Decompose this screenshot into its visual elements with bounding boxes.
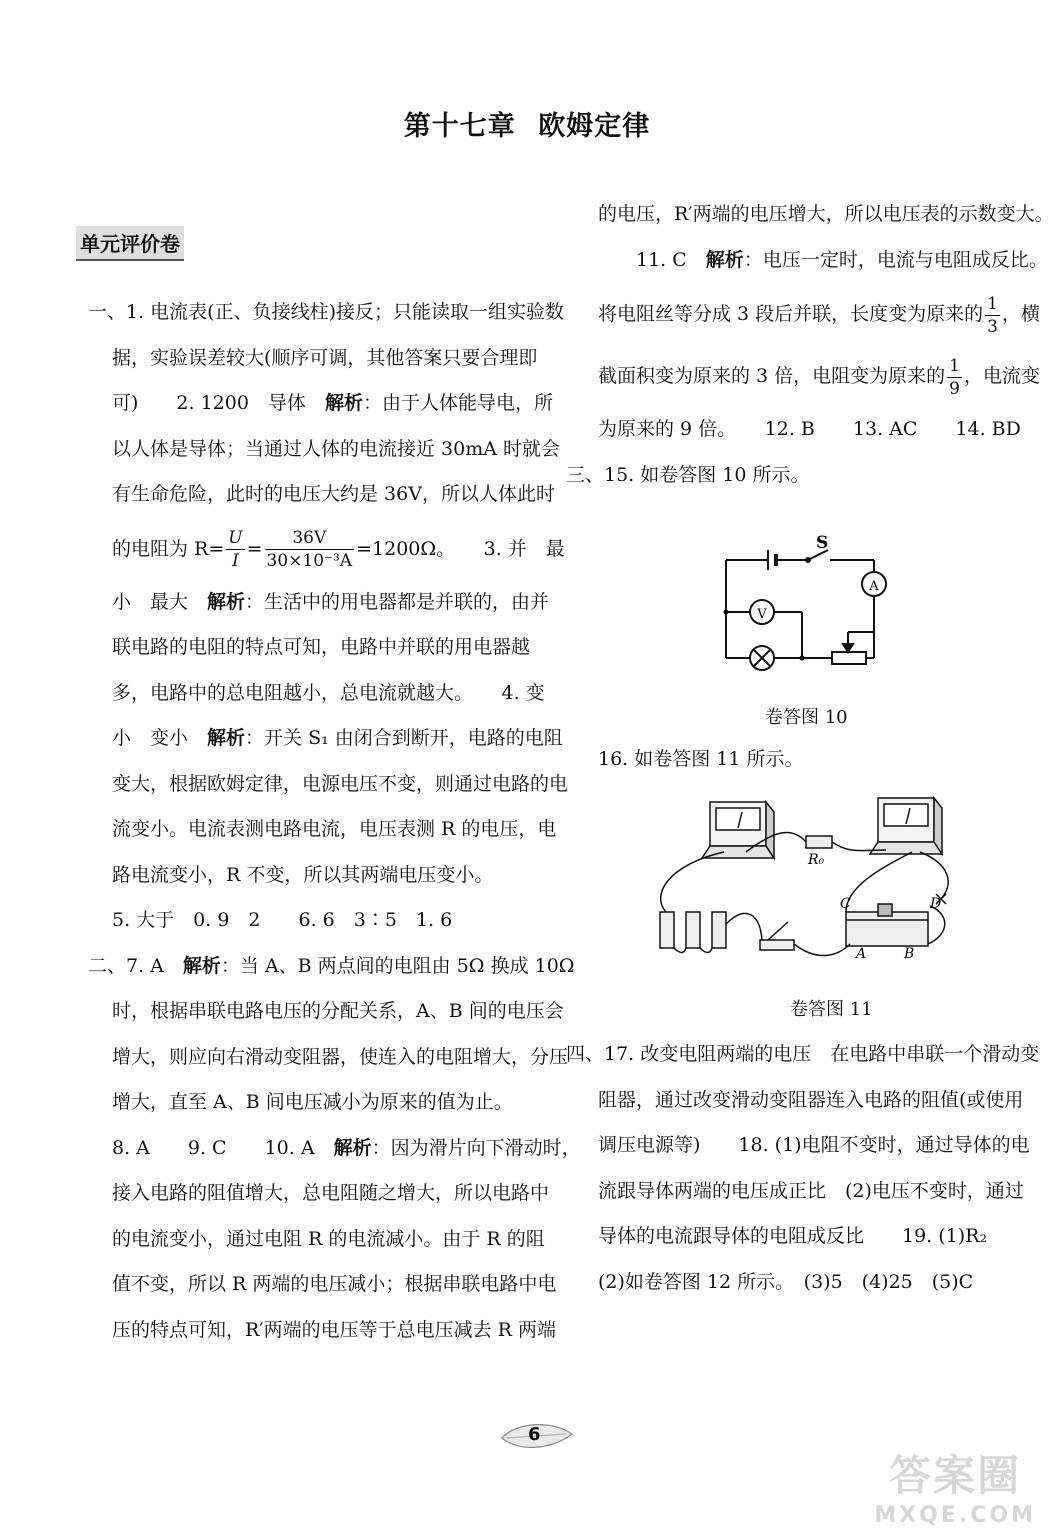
watermark-url: MXQE.COM <box>874 1503 1036 1528</box>
answer-line: 四、17. 改变电阻两端的电压 在电路中串联一个滑动变 <box>566 1043 1040 1065</box>
answer-line: 小 变小 解析：开关 S₁ 由闭合到断开，电路的电阻 <box>112 727 563 749</box>
label-c: C <box>840 896 851 912</box>
answer-line: 为原来的 9 倍。 12. B 13. AC 14. BD <box>598 418 1021 440</box>
right-column-q16 <box>598 737 1018 783</box>
slide-rheostat <box>846 912 928 946</box>
answer-line: 压的特点可知，R′两端的电压等于总电压减去 R 两端 <box>112 1318 557 1341</box>
answer-line: 增大，直至 A、B 间电压减小为原来的值为止。 <box>112 1091 513 1113</box>
answer-line: 三、15. 如卷答图 10 所示。 <box>566 463 810 486</box>
answer-line: 8. A 9. C 10. A 解析：因为滑片向下滑动时， <box>112 1136 581 1159</box>
answer-line: 值不变，所以 R 两端的电压减小；根据串联电路中电 <box>112 1273 557 1295</box>
chapter-number: 第十七章 <box>403 111 516 142</box>
label-r0: R₀ <box>808 852 825 868</box>
right-column-top <box>566 192 1054 498</box>
switch-label: S <box>816 533 829 553</box>
answer-line: 阻器，通过改变滑动变阻器连入电路的阻值(或使用 <box>598 1088 1024 1111</box>
answer-line: 联电路的电阻的特点可知，电路中并联的用电器越 <box>112 636 531 658</box>
fraction-36v: $\frac{36V}{\text{30×10⁻³A}}$ <box>266 528 353 571</box>
left-column <box>88 290 581 1353</box>
label-a: A <box>856 946 867 962</box>
answer-line: 流变小。电流表测电路电流，电压表测 R 的电压，电 <box>112 818 557 840</box>
ammeter-label: A <box>869 579 879 594</box>
fraction-one-third: $\frac{1}{3}$ <box>987 293 998 337</box>
chapter-title <box>0 104 1054 143</box>
label-b: B <box>904 946 915 962</box>
fraction-line: 将电阻丝等分成 3 段后并联，长度变为原来的 $\frac{1}{3}$ ，横 <box>598 293 1041 337</box>
voltmeter-label: V <box>757 607 767 622</box>
answer-line: 小 最大 解析：生活中的用电器都是并联的，由并 <box>112 590 550 613</box>
battery-cell <box>686 912 700 948</box>
watermark <box>874 1443 1036 1528</box>
answer-line: 路电流变小，R 不变，所以其两端电压变小。 <box>112 863 494 886</box>
answer-line: 二、7. A 解析：当 A、B 两点间的电阻由 5Ω 换成 10Ω <box>88 954 575 977</box>
fraction-u-over-i: $\frac{U}{I}$ <box>228 528 243 571</box>
formula-line: 的电阻为 R= $\frac{U}{I}$ = $\frac{36V}{\text{30×10⁻³A}}$ =1200Ω。 3. 并 最 <box>112 528 565 571</box>
fraction-line: 截面积变为原来的 3 倍，电阻变为原来的 $\frac{1}{9}$ ，电流变 <box>598 355 1041 399</box>
answer-line: 流跟导体两端的电压成正比 (2)电压不变时，通过 <box>598 1179 1024 1202</box>
answer-line: 5. 大于 0. 9 2 6. 6 3∶5 1. 6 <box>112 909 453 931</box>
page-number: 6 <box>528 1424 541 1445</box>
answer-line: 以人体是导体；当通过人体的电流接近 30mA 时就会 <box>112 437 560 460</box>
battery-cell <box>712 912 726 948</box>
answer-line: 11. C 解析：电压一定时，电流与电阻成反比。 <box>636 248 1048 271</box>
answer-line: 接入电路的阻值增大，总电阻随之增大，所以电路中 <box>112 1182 550 1204</box>
chapter-name: 欧姆定律 <box>538 111 651 142</box>
answer-line: 导体的电流跟导体的电阻成反比 19. (1)R₂ <box>598 1225 988 1247</box>
figure-11-caption: 卷答图 11 <box>790 999 873 1020</box>
knife-switch <box>760 940 794 950</box>
figure-10-caption: 卷答图 10 <box>765 707 848 728</box>
answer-line: 的电流变小，通过电阻 R 的电流减小。由于 R 的阻 <box>112 1227 545 1250</box>
watermark-logo-text: 答案圈 <box>889 1451 1022 1500</box>
answer-line: 据，实验误差较大(顺序可调，其他答案只要合理即 <box>112 346 538 369</box>
answer-line: 多，电路中的总电阻越小，总电流就越大。 4. 变 <box>112 681 545 704</box>
answer-line: 增大，则应向右滑动变阻器，使连入的电阻增大，分压 <box>112 1045 569 1068</box>
answer-line: 一、1. 电流表(正、负接线柱)接反；只能读取一组实验数 <box>88 301 564 323</box>
answer-line: 16. 如卷答图 11 所示。 <box>598 748 804 770</box>
circuit-diagram-figure-10 <box>716 532 896 677</box>
answer-line: 调压电源等) 18. (1)电阻不变时，通过导体的电 <box>598 1134 1030 1156</box>
right-column-bottom <box>566 1032 1040 1305</box>
page-number-badge <box>496 1416 576 1456</box>
analysis-label: 解析 <box>324 392 363 414</box>
label-d: D <box>930 896 942 912</box>
answer-line: 变大，根据欧姆定律，电源电压不变，则通过电路的电 <box>112 772 569 795</box>
apparatus-diagram-figure-11 <box>650 794 970 972</box>
battery-cell <box>660 912 674 948</box>
answer-line: (2)如卷答图 12 所示。 (3)5 (4)25 (5)C <box>598 1270 974 1293</box>
fixed-resistor-r0 <box>806 836 832 848</box>
answer-line: 有生命危险，此时的电压大约是 36V，所以人体此时 <box>112 483 555 505</box>
answer-line: 的电压，R′两端的电压增大，所以电压表的示数变大。 <box>598 203 1054 225</box>
section-tag: 单元评价卷 <box>76 226 184 261</box>
fraction-one-ninth: $\frac{1}{9}$ <box>949 355 960 399</box>
answer-line: 可) 2. 1200 导体 解析：由于人体能导电，所 <box>112 392 553 414</box>
answer-line: 时，根据串联电路电压的分配关系，A、B 间的电压会 <box>112 1000 564 1022</box>
